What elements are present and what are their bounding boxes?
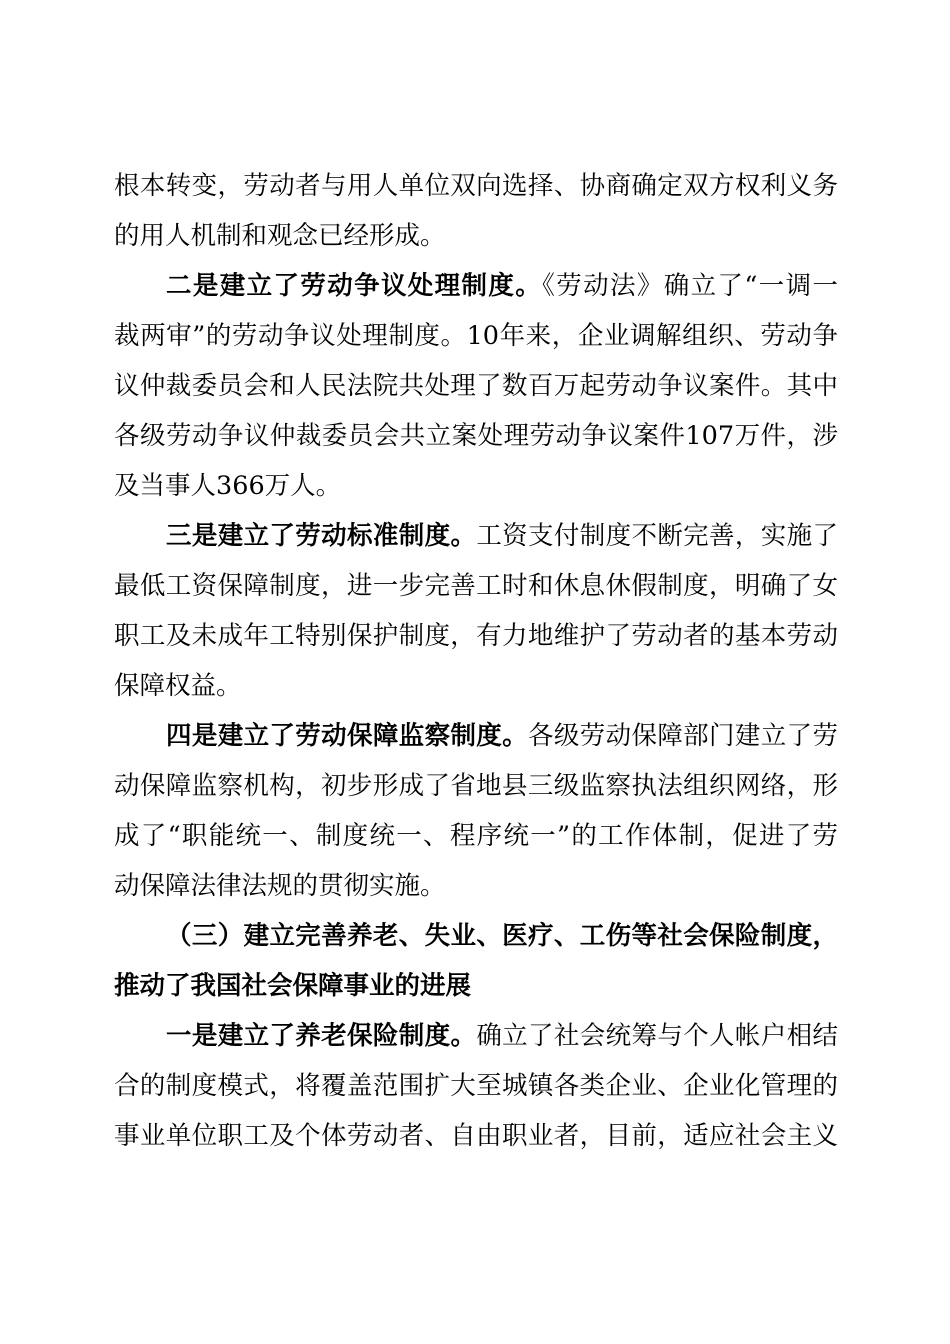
paragraph-first-line [166,1011,838,1061]
paragraph-first-line [166,711,838,761]
paragraph-text: 《劳动法》确立了“一调一 [542,271,838,301]
paragraph-line: 动保障法律法规的贯彻实施。 [114,871,446,901]
paragraph-line: 保障权益。 [114,671,242,701]
paragraph-text: 确立了社会统筹与个人帐户相结 [476,1021,838,1051]
paragraph-line: 事业单位职工及个体劳动者、自由职业者，目前，适应社会主义 [114,1121,838,1151]
paragraph-line: 各级劳动争议仲裁委员会共立案处理劳动争议案件107万件，涉 [114,421,838,451]
paragraph-line: 职工及未成年工特别保护制度，有力地维护了劳动者的基本劳动 [114,621,838,651]
paragraph-line: 议仲裁委员会和人民法院共处理了数百万起劳动争议案件。其中 [114,371,838,401]
paragraph-line: 根本转变，劳动者与用人单位双向选择、协商确定双方权利义务 [114,171,838,201]
paragraph-line: 成了“职能统一、制度统一、程序统一”的工作体制，促进了劳 [114,821,838,851]
paragraph-line: 及当事人366万人。 [114,471,342,501]
paragraph-line: 合的制度模式，将覆盖范围扩大至城镇各类企业、企业化管理的 [114,1071,838,1101]
paragraph-line: 的用人机制和观念已经形成。 [114,221,446,251]
paragraph-first-line [166,261,838,311]
section-heading: 推动了我国社会保障事业的进展 [114,971,472,1001]
paragraph-first-line [166,511,838,561]
paragraph-line: 裁两审”的劳动争议处理制度。10年来，企业调解组织、劳动争 [114,321,838,351]
section-heading: （三）建立完善养老、失业、医疗、工伤等社会保险制度， [166,921,838,951]
paragraph-line: 动保障监察机构，初步形成了省地县三级监察执法组织网络，形 [114,771,838,801]
paragraph-text: 各级劳动保障部门建立了劳 [528,721,838,751]
paragraph-heading: 二是建立了劳动争议处理制度。 [166,271,543,301]
paragraph-text: 工资支付制度不断完善，实施了 [476,521,838,551]
paragraph-heading: 一是建立了养老保险制度。 [166,1021,477,1051]
paragraph-heading: 四是建立了劳动保障监察制度。 [166,721,529,751]
paragraph-heading: 三是建立了劳动标准制度。 [166,521,477,551]
paragraph-line: 最低工资保障制度，进一步完善工时和休息休假制度，明确了女 [114,571,838,601]
